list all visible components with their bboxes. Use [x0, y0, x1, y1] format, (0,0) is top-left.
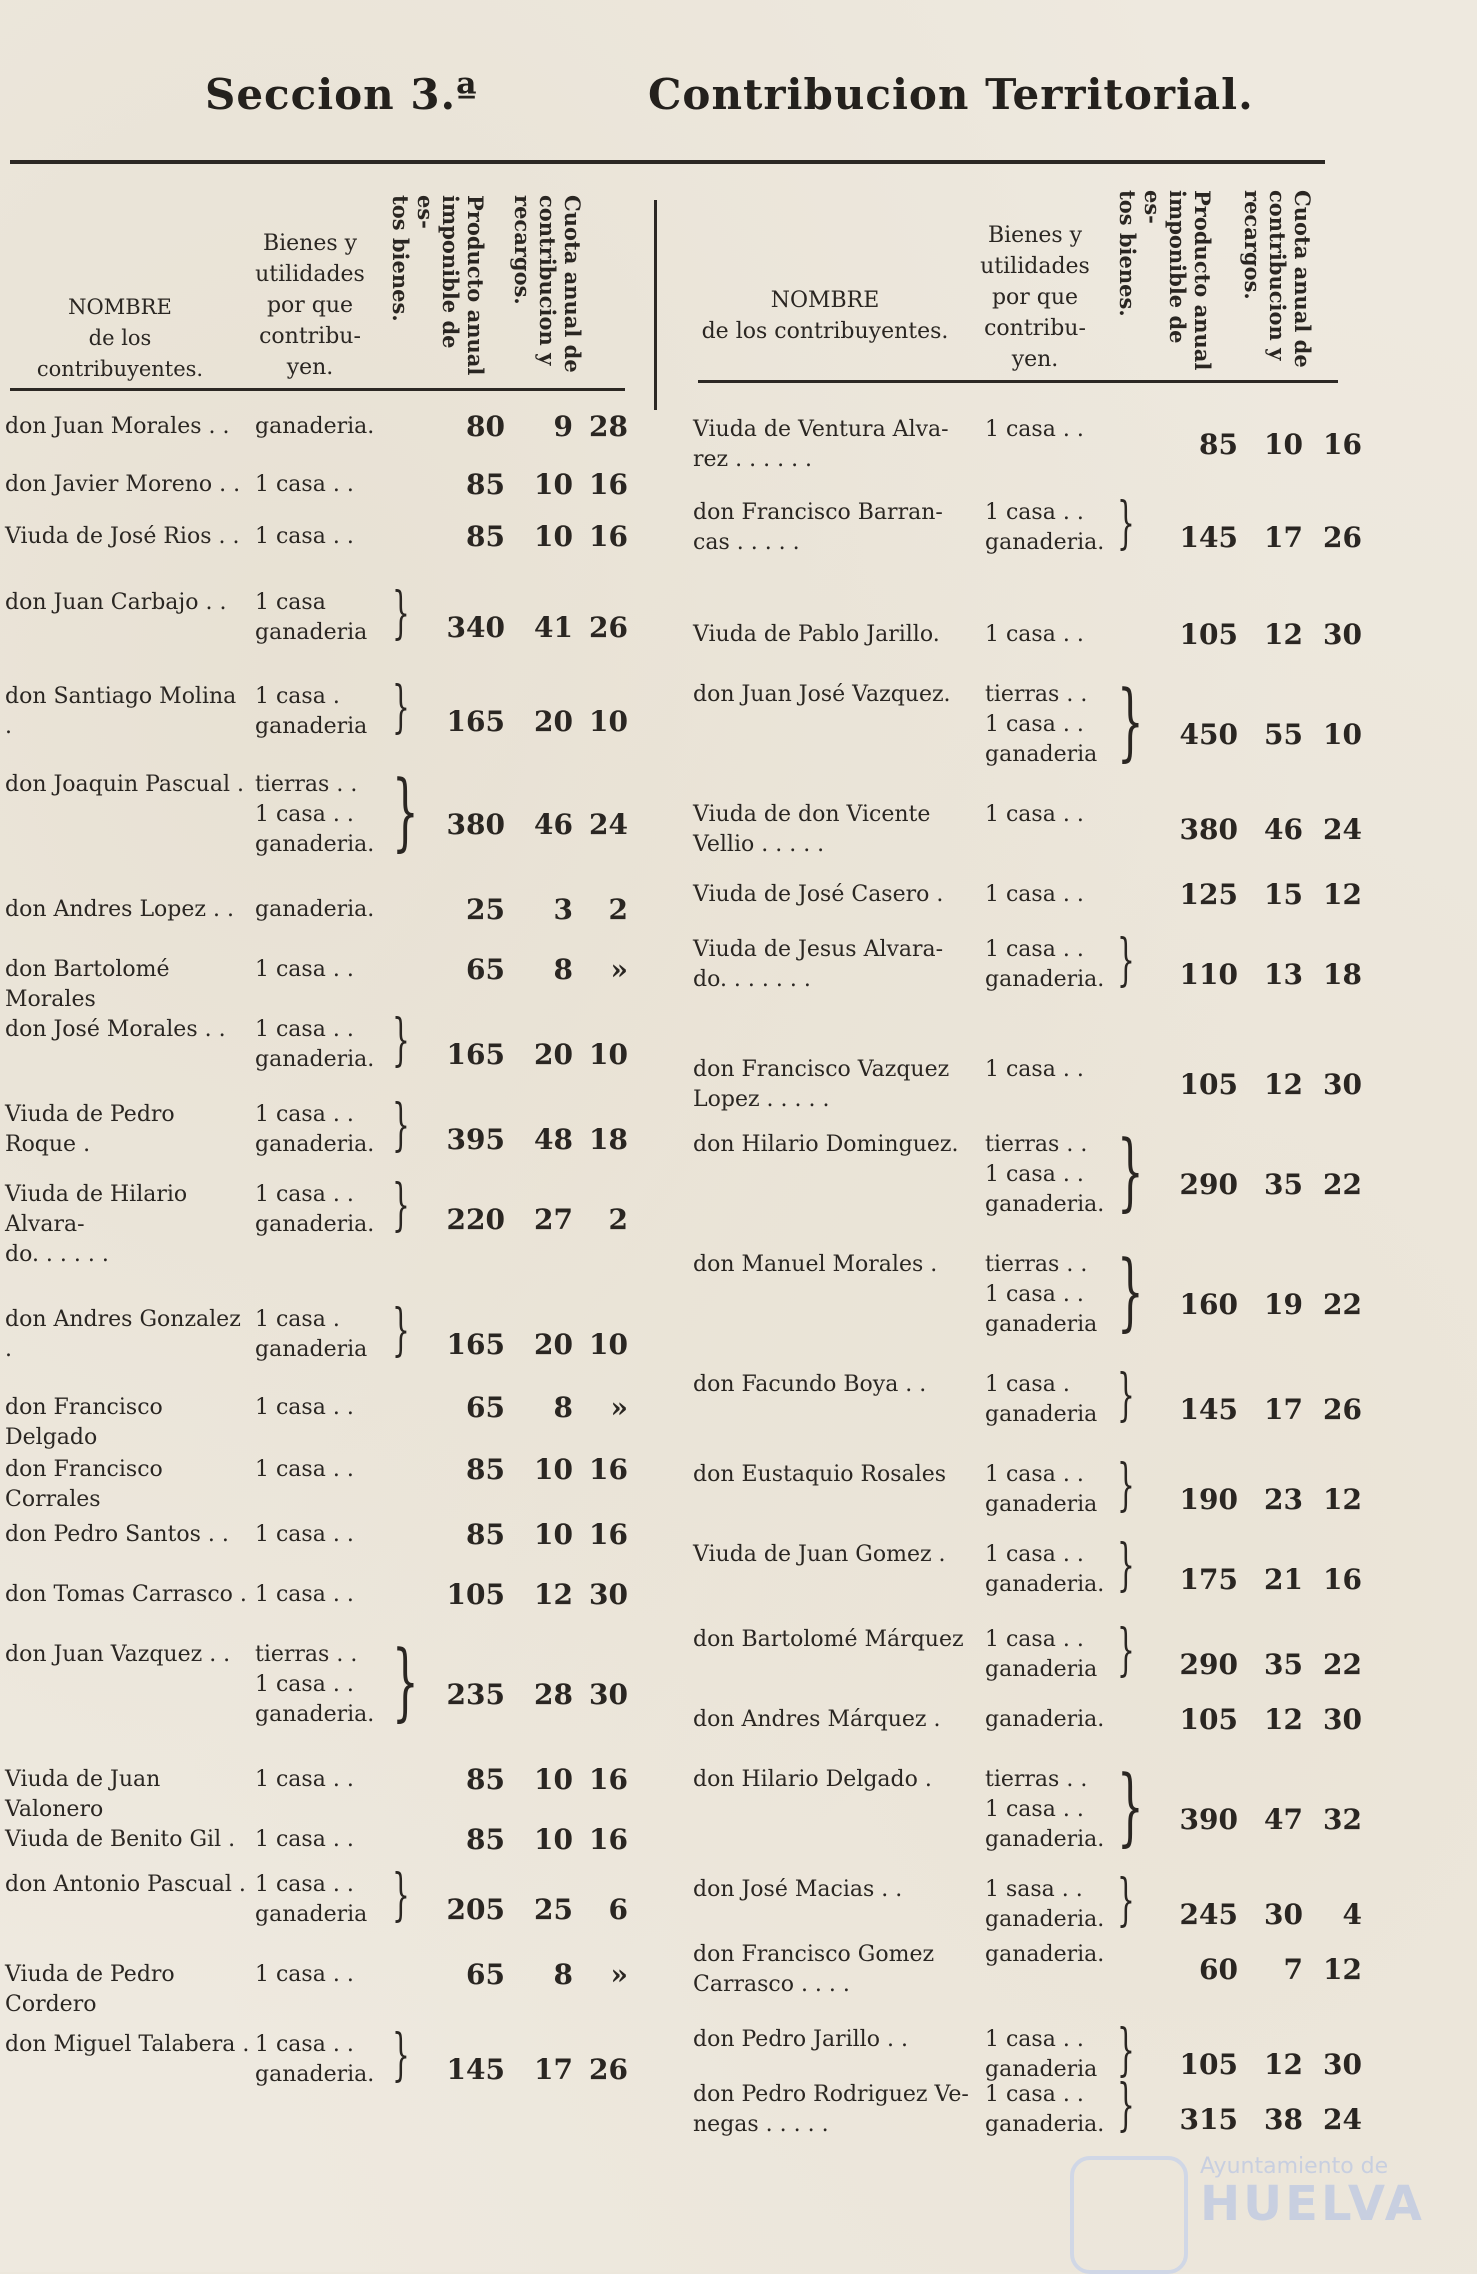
goods-description: 1 casa . .: [985, 417, 1084, 442]
goods-description: 1 casa . .: [255, 1582, 354, 1607]
brace-icon: }: [1117, 672, 1144, 770]
product-value: 65: [466, 1391, 505, 1424]
quota-fraction: 18: [1323, 958, 1362, 991]
left-header-name: NOMBRE de los contribuyentes.: [36, 295, 204, 381]
product-value: 145: [1179, 521, 1238, 554]
goods-description: 1 sasa . . ganaderia.: [985, 1877, 1105, 1932]
goods-description: 1 casa . . ganaderia.: [255, 1182, 375, 1237]
goods-description: 1 casa . .: [255, 1395, 354, 1420]
brace-icon: }: [392, 762, 419, 860]
goods-description: 1 casa . .: [255, 957, 354, 982]
brace-icon: }: [392, 581, 410, 646]
quota-fraction: 30: [589, 1578, 628, 1611]
product-value: 25: [466, 893, 505, 926]
goods-description: 1 casa . .: [985, 622, 1084, 647]
contributor-name: Viuda de Ventura Alva- rez . . . . . .: [693, 417, 949, 472]
quota-units: 19: [1264, 1288, 1303, 1321]
product-value: 205: [446, 1893, 505, 1926]
quota-fraction: 2: [608, 1203, 628, 1236]
quota-units: 46: [534, 808, 573, 841]
goods-description: 1 casa . .: [255, 524, 354, 549]
quota-fraction: 22: [1323, 1168, 1362, 1201]
product-value: 85: [466, 520, 505, 553]
quota-units: 17: [534, 2053, 573, 2086]
goods-description: tierras . . 1 casa . . ganaderia: [985, 682, 1098, 767]
quota-units: 8: [553, 1958, 573, 1991]
brace-icon: }: [392, 1008, 410, 1073]
goods-description: 1 casa . . ganaderia.: [255, 2032, 375, 2087]
quota-units: 9: [553, 410, 573, 443]
brace-icon: }: [1117, 491, 1135, 556]
section-heading: Seccion 3.ª: [205, 70, 478, 119]
contributor-name: don Francisco Gomez Carrasco . . . .: [693, 1942, 935, 1997]
goods-description: ganaderia.: [255, 414, 375, 439]
contributor-name: don Hilario Delgado .: [693, 1767, 932, 1792]
brace-icon: }: [1117, 2073, 1135, 2138]
quota-fraction: 28: [589, 410, 628, 443]
goods-description: tierras . . 1 casa . . ganaderia.: [255, 1642, 375, 1727]
quota-units: 38: [1264, 2103, 1303, 2136]
watermark-line2: HUELVA: [1200, 2176, 1425, 2232]
goods-description: 1 casa . .: [985, 1057, 1084, 1082]
goods-description: 1 casa . . ganaderia.: [255, 1102, 375, 1157]
product-value: 85: [466, 1823, 505, 1856]
right-header-name: NOMBRE de los contribuyentes.: [701, 288, 949, 344]
quota-units: 41: [534, 611, 573, 644]
quota-fraction: 18: [589, 1123, 628, 1156]
quota-fraction: 10: [589, 1038, 628, 1071]
quota-units: 17: [1264, 1393, 1303, 1426]
quota-fraction: 30: [1323, 1068, 1362, 1101]
quota-units: 27: [534, 1203, 573, 1236]
quota-units: 8: [553, 1391, 573, 1424]
quota-units: 8: [553, 953, 573, 986]
contributor-name: Viuda de Pedro Roque .: [5, 1102, 175, 1157]
goods-description: tierras . . 1 casa . . ganaderia.: [985, 1132, 1105, 1217]
quota-fraction: 16: [589, 1518, 628, 1551]
right-header-product: Producto anual imponible de es- tos bienes.: [1115, 190, 1215, 371]
contributor-name: don Javier Moreno . .: [5, 472, 241, 497]
goods-description: 1 casa . .: [255, 1457, 354, 1482]
quota-fraction: 10: [1323, 718, 1362, 751]
quota-fraction: 30: [1323, 618, 1362, 651]
product-value: 165: [446, 705, 505, 738]
quota-fraction: 12: [1323, 1953, 1362, 1986]
goods-description: 1 casa . .: [255, 472, 354, 497]
left-header-quota: Cuota anual de contribucion y recargos.: [510, 195, 585, 373]
quota-units: 10: [534, 1763, 573, 1796]
contributor-name: Viuda de José Casero .: [693, 882, 944, 907]
quota-fraction: »: [610, 1958, 628, 1991]
product-value: 65: [466, 1958, 505, 1991]
contributor-name: don Francisco Corrales: [5, 1457, 163, 1512]
contributor-name: don Bartolomé Morales: [5, 957, 170, 1012]
quota-units: 13: [1264, 958, 1303, 991]
quota-fraction: 24: [1323, 813, 1362, 846]
contributor-name: don Juan Vazquez . .: [5, 1642, 231, 1667]
contributor-name: don Facundo Boya . .: [693, 1372, 927, 1397]
brace-icon: }: [392, 1632, 419, 1730]
left-header-product: Producto anual imponible de es- tos bienes.: [388, 195, 488, 376]
product-value: 85: [466, 1453, 505, 1486]
goods-description: tierras . . 1 casa . . ganaderia.: [255, 772, 375, 857]
quota-fraction: 6: [608, 1893, 628, 1926]
quota-units: 10: [1264, 428, 1303, 461]
quota-fraction: 30: [1323, 1703, 1362, 1736]
quota-units: 30: [1264, 1898, 1303, 1931]
goods-description: 1 casa . ganaderia: [985, 1372, 1098, 1427]
quota-units: 12: [1264, 1068, 1303, 1101]
brace-icon: }: [1117, 928, 1135, 993]
goods-description: 1 casa . .: [255, 1962, 354, 1987]
quota-units: 3: [553, 893, 573, 926]
quota-fraction: 22: [1323, 1648, 1362, 1681]
goods-description: ganaderia.: [255, 897, 375, 922]
quota-fraction: 26: [589, 611, 628, 644]
product-value: 235: [446, 1678, 505, 1711]
contributor-name: Viuda de Juan Valonero: [5, 1767, 161, 1822]
contributor-name: don Juan José Vazquez.: [693, 682, 951, 707]
quota-units: 20: [534, 1328, 573, 1361]
quota-fraction: 26: [1323, 521, 1362, 554]
goods-description: tierras . . 1 casa . . ganaderia: [985, 1252, 1098, 1337]
product-value: 160: [1179, 1288, 1238, 1321]
quota-fraction: 16: [589, 468, 628, 501]
quota-units: 17: [1264, 521, 1303, 554]
contributor-name: don Juan Carbajo . .: [5, 590, 227, 615]
quota-fraction: 10: [589, 705, 628, 738]
contributor-name: don Pedro Rodriguez Ve- negas . . . . .: [693, 2082, 969, 2137]
right-header-goods: Bienes y utilidades por que contribu- yen.: [980, 223, 1090, 372]
quota-units: 12: [1264, 2048, 1303, 2081]
quota-units: 12: [534, 1578, 573, 1611]
quota-units: 21: [1264, 1563, 1303, 1596]
quota-units: 10: [534, 468, 573, 501]
product-value: 340: [446, 611, 505, 644]
left-header-goods: Bienes y utilidades por que contribu- yen.: [255, 231, 365, 380]
goods-description: 1 casa . . ganaderia.: [985, 2082, 1105, 2137]
product-value: 60: [1199, 1953, 1238, 1986]
quota-units: 47: [1264, 1803, 1303, 1836]
quota-fraction: 30: [589, 1678, 628, 1711]
contributor-name: don Andres Márquez .: [693, 1707, 941, 1732]
goods-description: 1 casa . . ganaderia: [985, 1627, 1098, 1682]
product-value: 105: [1179, 2048, 1238, 2081]
contributor-name: don Francisco Delgado: [5, 1395, 163, 1450]
product-value: 380: [1179, 813, 1238, 846]
contributor-name: Viuda de Hilario Alvara- do. . . . . .: [5, 1182, 188, 1267]
brace-icon: }: [392, 1173, 410, 1238]
product-value: 85: [1199, 428, 1238, 461]
watermark-line1: Ayuntamiento de: [1200, 2154, 1389, 2179]
product-value: 220: [446, 1203, 505, 1236]
product-value: 80: [466, 410, 505, 443]
goods-description: 1 casa . ganaderia: [255, 1307, 368, 1362]
brace-icon: }: [1117, 1242, 1144, 1340]
product-value: 245: [1179, 1898, 1238, 1931]
quota-units: 10: [534, 520, 573, 553]
contributor-name: Viuda de Benito Gil .: [5, 1827, 236, 1852]
product-value: 380: [446, 808, 505, 841]
product-value: 145: [1179, 1393, 1238, 1426]
quota-fraction: 16: [589, 1453, 628, 1486]
quota-fraction: 2: [608, 893, 628, 926]
brace-icon: }: [1117, 1363, 1135, 1428]
column-divider: [654, 200, 657, 410]
quota-fraction: 16: [589, 1763, 628, 1796]
quota-units: 20: [534, 1038, 573, 1071]
goods-description: ganaderia.: [985, 1707, 1105, 1732]
contributor-name: Viuda de Juan Gomez .: [693, 1542, 946, 1567]
product-value: 290: [1179, 1648, 1238, 1681]
quota-fraction: 16: [1323, 1563, 1362, 1596]
brace-icon: }: [1117, 1453, 1135, 1518]
contributor-name: Viuda de Pedro Cordero: [5, 1962, 175, 2017]
quota-units: 35: [1264, 1648, 1303, 1681]
product-value: 450: [1179, 718, 1238, 751]
product-value: 105: [446, 1578, 505, 1611]
contributor-name: don Antonio Pascual .: [5, 1872, 246, 1897]
goods-description: 1 casa . .: [255, 1522, 354, 1547]
product-value: 175: [1179, 1563, 1238, 1596]
quota-units: 28: [534, 1678, 573, 1711]
quota-fraction: 16: [589, 520, 628, 553]
right-header-rule: [698, 380, 1338, 383]
quota-fraction: »: [610, 1391, 628, 1424]
quota-fraction: 30: [1323, 2048, 1362, 2081]
quota-fraction: 12: [1323, 1483, 1362, 1516]
contributor-name: don José Morales . .: [5, 1017, 226, 1042]
quota-units: 12: [1264, 1703, 1303, 1736]
brace-icon: }: [1117, 1618, 1135, 1683]
contributor-name: don Francisco Barran- cas . . . . .: [693, 500, 943, 555]
quota-fraction: 24: [1323, 2103, 1362, 2136]
product-value: 165: [446, 1038, 505, 1071]
product-value: 85: [466, 1763, 505, 1796]
contributor-name: Viuda de don Vicente Vellio . . . . .: [693, 802, 931, 857]
product-value: 85: [466, 1518, 505, 1551]
contributor-name: don Pedro Santos . .: [5, 1522, 229, 1547]
product-value: 315: [1179, 2103, 1238, 2136]
quota-units: 10: [534, 1823, 573, 1856]
goods-description: 1 casa . ganaderia: [255, 684, 368, 739]
contributor-name: don Andres Lopez . .: [5, 897, 234, 922]
contributor-name: don Francisco Vazquez Lopez . . . . .: [693, 1057, 950, 1112]
quota-units: 12: [1264, 618, 1303, 651]
brace-icon: }: [392, 1093, 410, 1158]
quota-fraction: 32: [1323, 1803, 1362, 1836]
brace-icon: }: [1117, 1533, 1135, 1598]
quota-fraction: 4: [1342, 1898, 1362, 1931]
quota-fraction: »: [610, 953, 628, 986]
product-value: 110: [1179, 958, 1238, 991]
goods-description: 1 casa . .: [985, 882, 1084, 907]
quota-units: 10: [534, 1453, 573, 1486]
contributor-name: don Eustaquio Rosales: [693, 1462, 947, 1487]
contributor-name: Viuda de Jesus Alvara- do. . . . . . .: [693, 937, 944, 992]
contributor-name: don Tomas Carrasco .: [5, 1582, 247, 1607]
quota-units: 23: [1264, 1483, 1303, 1516]
shield-icon: [1070, 2156, 1188, 2274]
quota-fraction: 16: [589, 1823, 628, 1856]
product-value: 290: [1179, 1168, 1238, 1201]
contributor-name: don Pedro Jarillo . .: [693, 2027, 908, 2052]
brace-icon: }: [392, 675, 410, 740]
brace-icon: }: [1117, 1757, 1144, 1855]
brace-icon: }: [1117, 2018, 1135, 2083]
contributor-name: don Hilario Dominguez.: [693, 1132, 959, 1157]
product-value: 105: [1179, 1068, 1238, 1101]
contributor-name: don Andres Gonzalez .: [5, 1307, 241, 1362]
goods-description: 1 casa . . ganaderia: [985, 2027, 1098, 2082]
contributor-name: don Miguel Talabera .: [5, 2032, 250, 2057]
brace-icon: }: [392, 1298, 410, 1363]
page-title: Contribucion Territorial.: [648, 70, 1254, 119]
product-value: 165: [446, 1328, 505, 1361]
quota-units: 25: [534, 1893, 573, 1926]
brace-icon: }: [1117, 1868, 1135, 1933]
goods-description: 1 casa . . ganaderia.: [255, 1017, 375, 1072]
quota-fraction: 10: [589, 1328, 628, 1361]
goods-description: 1 casa . . ganaderia: [985, 1462, 1098, 1517]
contributor-name: don Joaquin Pascual .: [5, 772, 244, 797]
quota-units: 46: [1264, 813, 1303, 846]
right-header-quota: Cuota anual de contribucion y recargos.: [1240, 190, 1315, 368]
product-value: 105: [1179, 618, 1238, 651]
goods-description: 1 casa ganaderia: [255, 590, 368, 645]
contributor-name: Viuda de Pablo Jarillo.: [693, 622, 940, 647]
brace-icon: }: [1117, 1122, 1144, 1220]
contributor-name: don Manuel Morales .: [693, 1252, 938, 1277]
quota-units: 15: [1264, 878, 1303, 911]
quota-fraction: 16: [1323, 428, 1362, 461]
quota-units: 7: [1283, 1953, 1303, 1986]
goods-description: 1 casa . . ganaderia: [255, 1872, 368, 1927]
product-value: 395: [446, 1123, 505, 1156]
goods-description: 1 casa . .: [255, 1827, 354, 1852]
product-value: 125: [1179, 878, 1238, 911]
goods-description: 1 casa . . ganaderia.: [985, 937, 1105, 992]
contributor-name: don Bartolomé Márquez: [693, 1627, 964, 1652]
quota-fraction: 26: [1323, 1393, 1362, 1426]
brace-icon: }: [392, 1863, 410, 1928]
quota-fraction: 12: [1323, 878, 1362, 911]
top-rule: [10, 160, 1325, 164]
goods-description: 1 casa . .: [985, 802, 1084, 827]
quota-units: 10: [534, 1518, 573, 1551]
goods-description: ganaderia.: [985, 1942, 1105, 1967]
contributor-name: don Juan Morales . .: [5, 414, 230, 439]
brace-icon: }: [392, 2023, 410, 2088]
goods-description: tierras . . 1 casa . . ganaderia.: [985, 1767, 1105, 1852]
product-value: 190: [1179, 1483, 1238, 1516]
contributor-name: don José Macias . .: [693, 1877, 903, 1902]
quota-units: 35: [1264, 1168, 1303, 1201]
goods-description: 1 casa . .: [255, 1767, 354, 1792]
goods-description: 1 casa . . ganaderia.: [985, 500, 1105, 555]
quota-units: 55: [1264, 718, 1303, 751]
product-value: 105: [1179, 1703, 1238, 1736]
quota-fraction: 24: [589, 808, 628, 841]
quota-units: 48: [534, 1123, 573, 1156]
product-value: 390: [1179, 1803, 1238, 1836]
contributor-name: Viuda de José Rios . .: [5, 524, 240, 549]
product-value: 145: [446, 2053, 505, 2086]
quota-fraction: 22: [1323, 1288, 1362, 1321]
quota-fraction: 26: [589, 2053, 628, 2086]
product-value: 85: [466, 468, 505, 501]
product-value: 65: [466, 953, 505, 986]
left-header-rule: [10, 388, 625, 391]
contributor-name: don Santiago Molina .: [5, 684, 237, 739]
goods-description: 1 casa . . ganaderia.: [985, 1542, 1105, 1597]
quota-units: 20: [534, 705, 573, 738]
